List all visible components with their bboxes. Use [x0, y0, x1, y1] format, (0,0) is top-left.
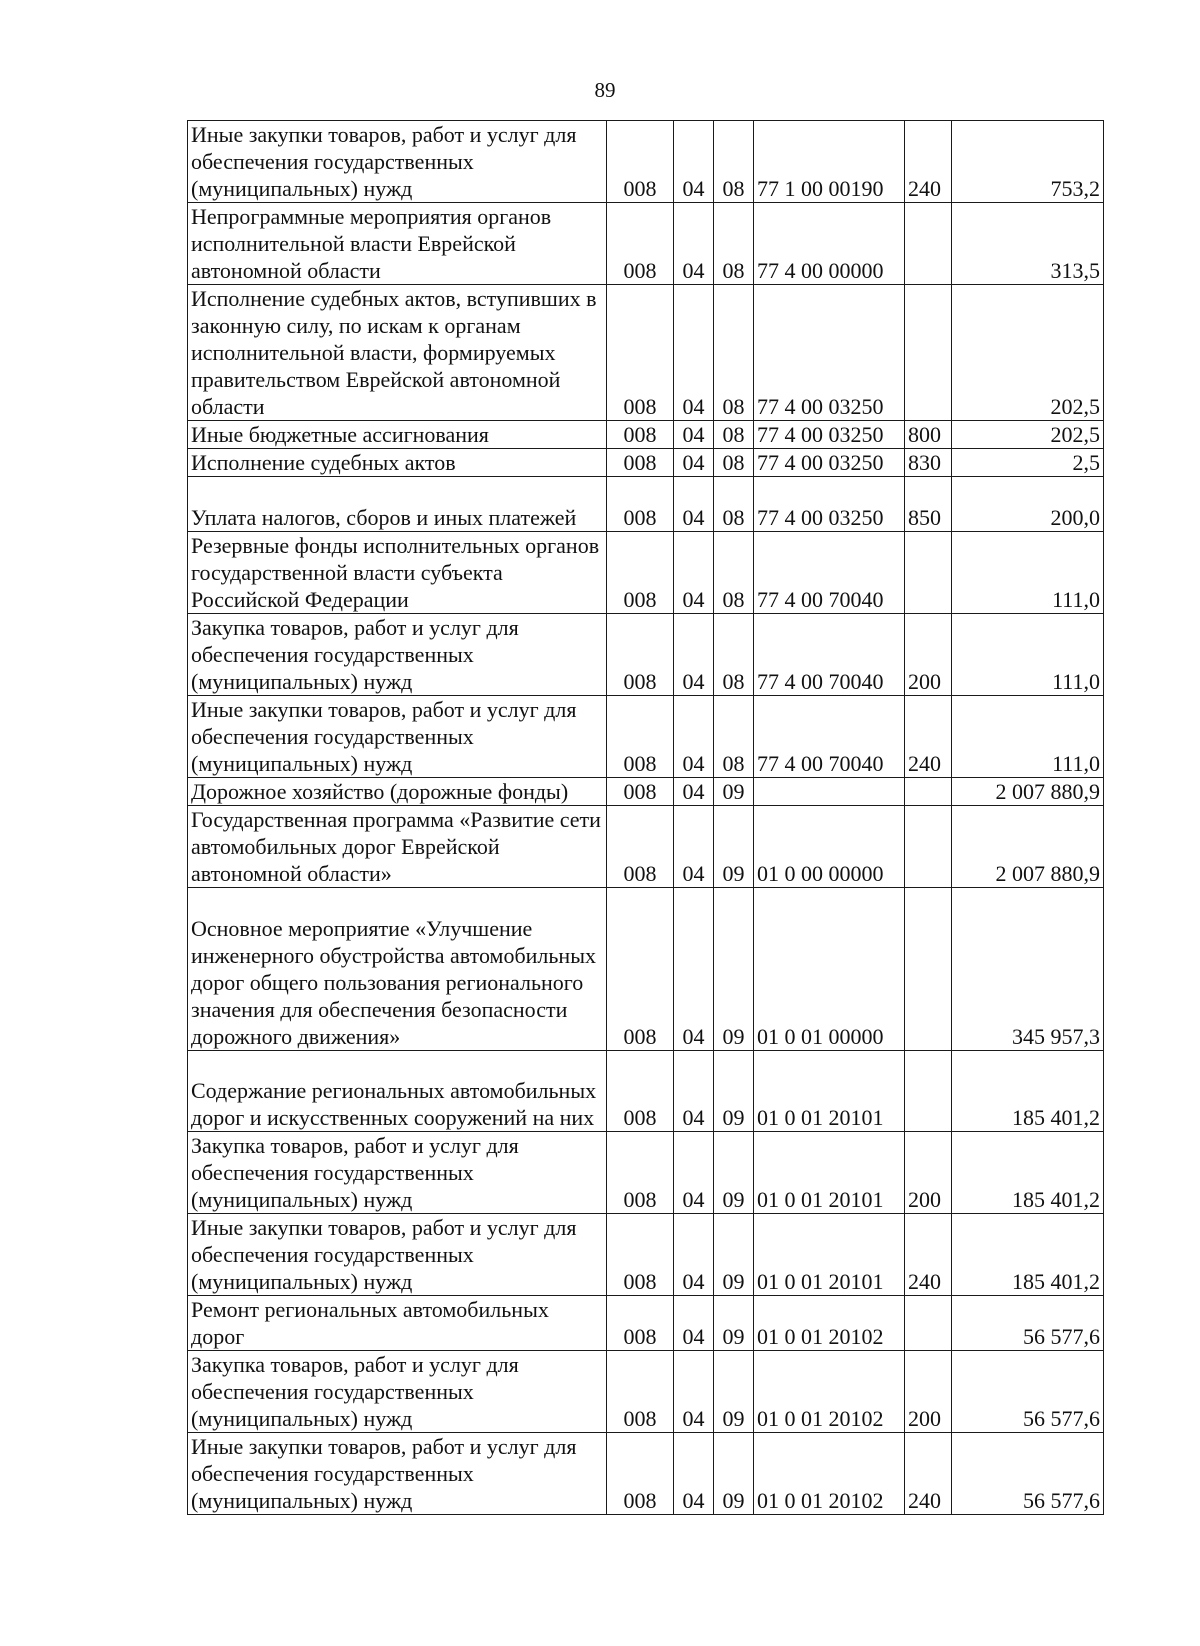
table-row	[188, 778, 1104, 806]
cell-ved: 008	[607, 806, 674, 888]
table-row	[188, 121, 1104, 203]
cell-sum: 111,0	[952, 532, 1104, 614]
cell-rz: 04	[674, 121, 714, 203]
table-row	[188, 477, 1104, 532]
cell-pr: 08	[714, 614, 754, 696]
cell-sum: 56 577,6	[952, 1351, 1104, 1433]
table-row	[188, 1433, 1104, 1515]
cell-ved: 008	[607, 778, 674, 806]
cell-ved: 008	[607, 449, 674, 477]
cell-ved: 008	[607, 203, 674, 285]
cell-ved: 008	[607, 696, 674, 778]
cell-ved: 008	[607, 121, 674, 203]
cell-name: Ремонт региональных автомобильных дорог	[188, 1296, 607, 1351]
cell-pr: 09	[714, 778, 754, 806]
cell-csr: 01 0 01 20102	[754, 1351, 905, 1433]
table-row	[188, 203, 1104, 285]
table-row	[188, 696, 1104, 778]
cell-pr: 08	[714, 203, 754, 285]
cell-rz: 04	[674, 449, 714, 477]
table-row	[188, 421, 1104, 449]
cell-vr: 240	[905, 1433, 952, 1515]
table-row	[188, 1296, 1104, 1351]
cell-sum: 185 401,2	[952, 1214, 1104, 1296]
cell-rz: 04	[674, 614, 714, 696]
cell-rz: 04	[674, 1433, 714, 1515]
cell-ved: 008	[607, 888, 674, 1051]
cell-pr: 08	[714, 421, 754, 449]
cell-vr	[905, 532, 952, 614]
cell-ved: 008	[607, 421, 674, 449]
table-row	[188, 1132, 1104, 1214]
cell-csr: 01 0 01 20101	[754, 1051, 905, 1132]
cell-name: Закупка товаров, работ и услуг для обеспечения государственных (муниципальных) нужд	[188, 614, 607, 696]
cell-ved: 008	[607, 1132, 674, 1214]
cell-pr: 08	[714, 696, 754, 778]
cell-sum: 2 007 880,9	[952, 806, 1104, 888]
cell-pr: 09	[714, 1051, 754, 1132]
cell-pr: 08	[714, 532, 754, 614]
cell-sum: 185 401,2	[952, 1051, 1104, 1132]
cell-csr: 77 4 00 70040	[754, 532, 905, 614]
cell-sum: 202,5	[952, 285, 1104, 421]
budget-table-body	[188, 121, 1104, 1515]
cell-sum: 313,5	[952, 203, 1104, 285]
table-row	[188, 1351, 1104, 1433]
cell-ved: 008	[607, 477, 674, 532]
table-row	[188, 614, 1104, 696]
cell-name: Иные закупки товаров, работ и услуг для обеспечения государственных (муниципальных) нужд	[188, 1214, 607, 1296]
cell-ved: 008	[607, 1051, 674, 1132]
cell-vr: 200	[905, 614, 952, 696]
cell-ved: 008	[607, 1214, 674, 1296]
cell-sum: 111,0	[952, 614, 1104, 696]
cell-vr	[905, 1296, 952, 1351]
table-row	[188, 806, 1104, 888]
cell-pr: 09	[714, 1296, 754, 1351]
cell-csr: 77 4 00 03250	[754, 285, 905, 421]
page-number: 89	[594, 78, 616, 102]
cell-pr: 08	[714, 121, 754, 203]
cell-pr: 09	[714, 888, 754, 1051]
cell-vr	[905, 203, 952, 285]
cell-rz: 04	[674, 532, 714, 614]
cell-name: Непрограммные мероприятия органов исполнительной власти Еврейской автономной области	[188, 203, 607, 285]
cell-rz: 04	[674, 421, 714, 449]
cell-csr: 77 4 00 70040	[754, 696, 905, 778]
cell-csr: 77 4 00 03250	[754, 449, 905, 477]
cell-sum: 111,0	[952, 696, 1104, 778]
cell-ved: 008	[607, 285, 674, 421]
cell-name: Исполнение судебных актов, вступивших в законную силу, по искам к органам исполнительной власти, формируемых правительством Еврейской автономной области	[188, 285, 607, 421]
cell-ved: 008	[607, 1296, 674, 1351]
cell-rz: 04	[674, 1214, 714, 1296]
cell-csr: 01 0 01 00000	[754, 888, 905, 1051]
cell-ved: 008	[607, 1433, 674, 1515]
cell-vr	[905, 1051, 952, 1132]
cell-csr	[754, 778, 905, 806]
cell-pr: 09	[714, 1433, 754, 1515]
cell-name: Иные закупки товаров, работ и услуг для обеспечения государственных (муниципальных) нужд	[188, 121, 607, 203]
cell-csr: 01 0 01 20102	[754, 1433, 905, 1515]
cell-rz: 04	[674, 696, 714, 778]
cell-rz: 04	[674, 888, 714, 1051]
cell-vr: 830	[905, 449, 952, 477]
cell-vr: 240	[905, 696, 952, 778]
cell-vr	[905, 888, 952, 1051]
cell-rz: 04	[674, 1132, 714, 1214]
cell-csr: 01 0 01 20102	[754, 1296, 905, 1351]
cell-vr: 850	[905, 477, 952, 532]
cell-sum: 56 577,6	[952, 1296, 1104, 1351]
cell-sum: 200,0	[952, 477, 1104, 532]
cell-pr: 09	[714, 1132, 754, 1214]
cell-sum: 185 401,2	[952, 1132, 1104, 1214]
cell-csr: 77 4 00 00000	[754, 203, 905, 285]
cell-sum: 2 007 880,9	[952, 778, 1104, 806]
table-row	[188, 449, 1104, 477]
cell-csr: 01 0 00 00000	[754, 806, 905, 888]
cell-name: Дорожное хозяйство (дорожные фонды)	[188, 778, 607, 806]
cell-vr: 200	[905, 1132, 952, 1214]
cell-vr	[905, 806, 952, 888]
cell-vr: 240	[905, 121, 952, 203]
table-row	[188, 532, 1104, 614]
cell-vr	[905, 778, 952, 806]
cell-sum: 56 577,6	[952, 1433, 1104, 1515]
page-number-container	[0, 78, 1200, 102]
cell-ved: 008	[607, 532, 674, 614]
cell-vr	[905, 285, 952, 421]
cell-name: Исполнение судебных актов	[188, 449, 607, 477]
cell-ved: 008	[607, 1351, 674, 1433]
cell-rz: 04	[674, 477, 714, 532]
cell-vr: 800	[905, 421, 952, 449]
cell-pr: 08	[714, 285, 754, 421]
cell-rz: 04	[674, 1296, 714, 1351]
table-row	[188, 1051, 1104, 1132]
cell-vr: 200	[905, 1351, 952, 1433]
cell-name: Резервные фонды исполнительных органов государственной власти субъекта Российской Федерации	[188, 532, 607, 614]
cell-name: Иные закупки товаров, работ и услуг для обеспечения государственных (муниципальных) нужд	[188, 696, 607, 778]
cell-name: Уплата налогов, сборов и иных платежей	[188, 477, 607, 532]
cell-rz: 04	[674, 1051, 714, 1132]
table-row	[188, 1214, 1104, 1296]
cell-sum: 202,5	[952, 421, 1104, 449]
cell-csr: 77 1 00 00190	[754, 121, 905, 203]
cell-pr: 09	[714, 806, 754, 888]
cell-rz: 04	[674, 203, 714, 285]
cell-name: Иные закупки товаров, работ и услуг для обеспечения государственных (муниципальных) нужд	[188, 1433, 607, 1515]
table-row	[188, 888, 1104, 1051]
cell-name: Закупка товаров, работ и услуг для обеспечения государственных (муниципальных) нужд	[188, 1132, 607, 1214]
cell-csr: 01 0 01 20101	[754, 1132, 905, 1214]
cell-csr: 77 4 00 03250	[754, 477, 905, 532]
cell-name: Закупка товаров, работ и услуг для обеспечения государственных (муниципальных) нужд	[188, 1351, 607, 1433]
cell-rz: 04	[674, 806, 714, 888]
cell-sum: 2,5	[952, 449, 1104, 477]
cell-ved: 008	[607, 614, 674, 696]
cell-sum: 753,2	[952, 121, 1104, 203]
table-row	[188, 285, 1104, 421]
cell-pr: 08	[714, 477, 754, 532]
cell-vr: 240	[905, 1214, 952, 1296]
cell-rz: 04	[674, 285, 714, 421]
cell-pr: 09	[714, 1214, 754, 1296]
cell-csr: 77 4 00 03250	[754, 421, 905, 449]
cell-name: Содержание региональных автомобильных дорог и искусственных сооружений на них	[188, 1051, 607, 1132]
cell-rz: 04	[674, 778, 714, 806]
cell-name: Иные бюджетные ассигнования	[188, 421, 607, 449]
cell-name: Государственная программа «Развитие сети автомобильных дорог Еврейской автономной области»	[188, 806, 607, 888]
cell-name: Основное мероприятие «Улучшение инженерного обустройства автомобильных дорог общего пользования регионального значения для обеспечения безопасности дорожного движения»	[188, 888, 607, 1051]
cell-sum: 345 957,3	[952, 888, 1104, 1051]
budget-table	[187, 120, 1104, 1515]
cell-pr: 09	[714, 1351, 754, 1433]
cell-csr: 77 4 00 70040	[754, 614, 905, 696]
cell-pr: 08	[714, 449, 754, 477]
cell-csr: 01 0 01 20101	[754, 1214, 905, 1296]
cell-rz: 04	[674, 1351, 714, 1433]
